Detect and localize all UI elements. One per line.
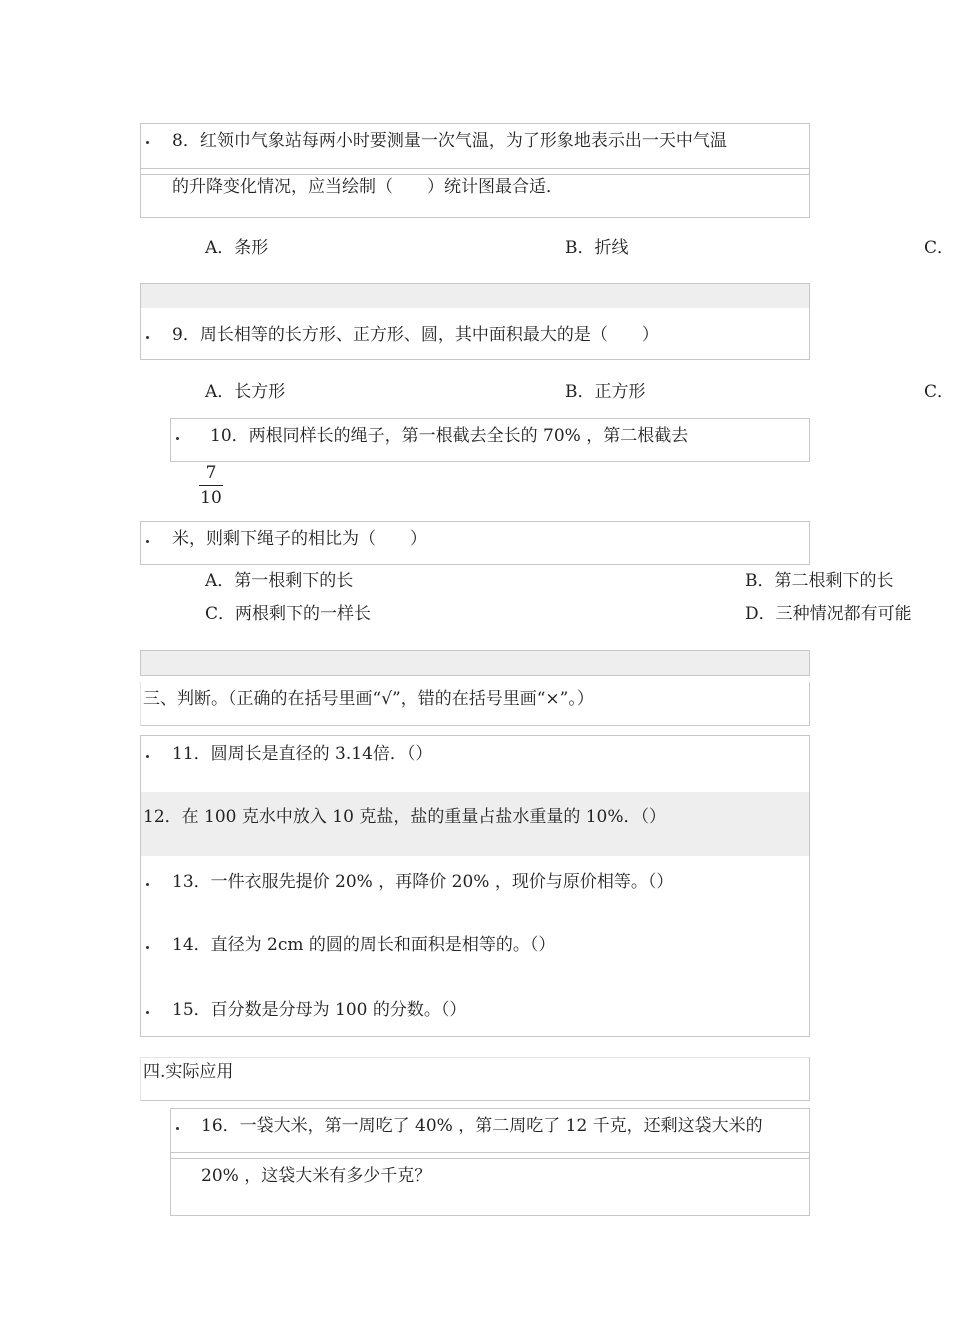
question-8-divider: [140, 168, 810, 169]
judgment-item-14: 14．直径为 2cm 的圆的周长和面积是相等的。（）: [172, 935, 556, 955]
section-4-title: 四.实际应用: [143, 1062, 234, 1082]
question-10-option-c: C．两根剩下的一样长: [205, 604, 372, 624]
separator-band: [140, 650, 810, 676]
question-8-line-1: 8．红领巾气象站每两小时要测量一次气温，为了形象地表示出一天中气温: [172, 131, 727, 151]
list-bullet: [176, 1127, 179, 1130]
list-bullet: [176, 437, 179, 440]
question-16-divider: [170, 1152, 810, 1153]
judgment-item-13: 13．一件衣服先提价 20% ，再降价 20% ，现价与原价相等。（）: [172, 872, 674, 892]
list-bullet: [146, 946, 149, 949]
question-9-text: 9．周长相等的长方形、正方形、圆，其中面积最大的是（ ）: [172, 325, 659, 345]
question-10-option-a: A．第一根剩下的长: [205, 571, 354, 591]
question-8-option-a: A．条形: [205, 238, 269, 258]
question-8-option-c: C．: [924, 238, 954, 258]
question-16-line-2: 20% ，这袋大米有多少千克？: [201, 1166, 432, 1186]
question-9-box: [140, 283, 810, 360]
question-10-line-1: 10．两根同样长的绳子，第一根截去全长的 70% ，第二根截去: [210, 426, 689, 446]
list-bullet: [146, 336, 149, 339]
list-bullet: [146, 540, 149, 543]
section-4-header-box: [140, 1057, 810, 1101]
fraction-denominator: 10: [200, 488, 222, 508]
fraction-numerator: 7: [205, 463, 217, 483]
judgment-item-15: 15．百分数是分母为 100 的分数。（）: [172, 1000, 467, 1020]
question-9-option-c: C．: [924, 382, 954, 402]
question-10-fraction: [199, 463, 223, 508]
list-bullet: [146, 755, 149, 758]
question-9-option-b: B．正方形: [565, 382, 646, 402]
question-16-divider: [170, 1158, 810, 1159]
question-8-divider: [140, 174, 810, 175]
question-10-option-b: B．第二根剩下的长: [745, 571, 894, 591]
question-8-line-2: 的升降变化情况，应当绘制（ ）统计图最合适．: [172, 177, 563, 197]
list-bullet: [146, 141, 149, 144]
question-16-line-1: 16．一袋大米，第一周吃了 40% ，第二周吃了 12 千克，还剩这袋大米的: [201, 1116, 763, 1136]
judgment-item-12: 12．在 100 克水中放入 10 克盐，盐的重量占盐水重量的 10%．（）: [143, 807, 667, 827]
judgment-item-11: 11．圆周长是直径的 3.14倍．（）: [172, 744, 433, 764]
question-10-option-d: D．三种情况都有可能: [745, 604, 912, 624]
list-bullet: [146, 1011, 149, 1014]
question-8-option-b: B．折线: [565, 238, 629, 258]
question-9-option-a: A．长方形: [205, 382, 286, 402]
fraction-bar: [199, 485, 223, 486]
list-bullet: [146, 883, 149, 886]
question-10-line-2: 米，则剩下绳子的相比为（ ）: [172, 529, 427, 549]
section-3-title: 三、判断。（正确的在括号里画“√”，错的在括号里画“×”。）: [143, 689, 594, 709]
